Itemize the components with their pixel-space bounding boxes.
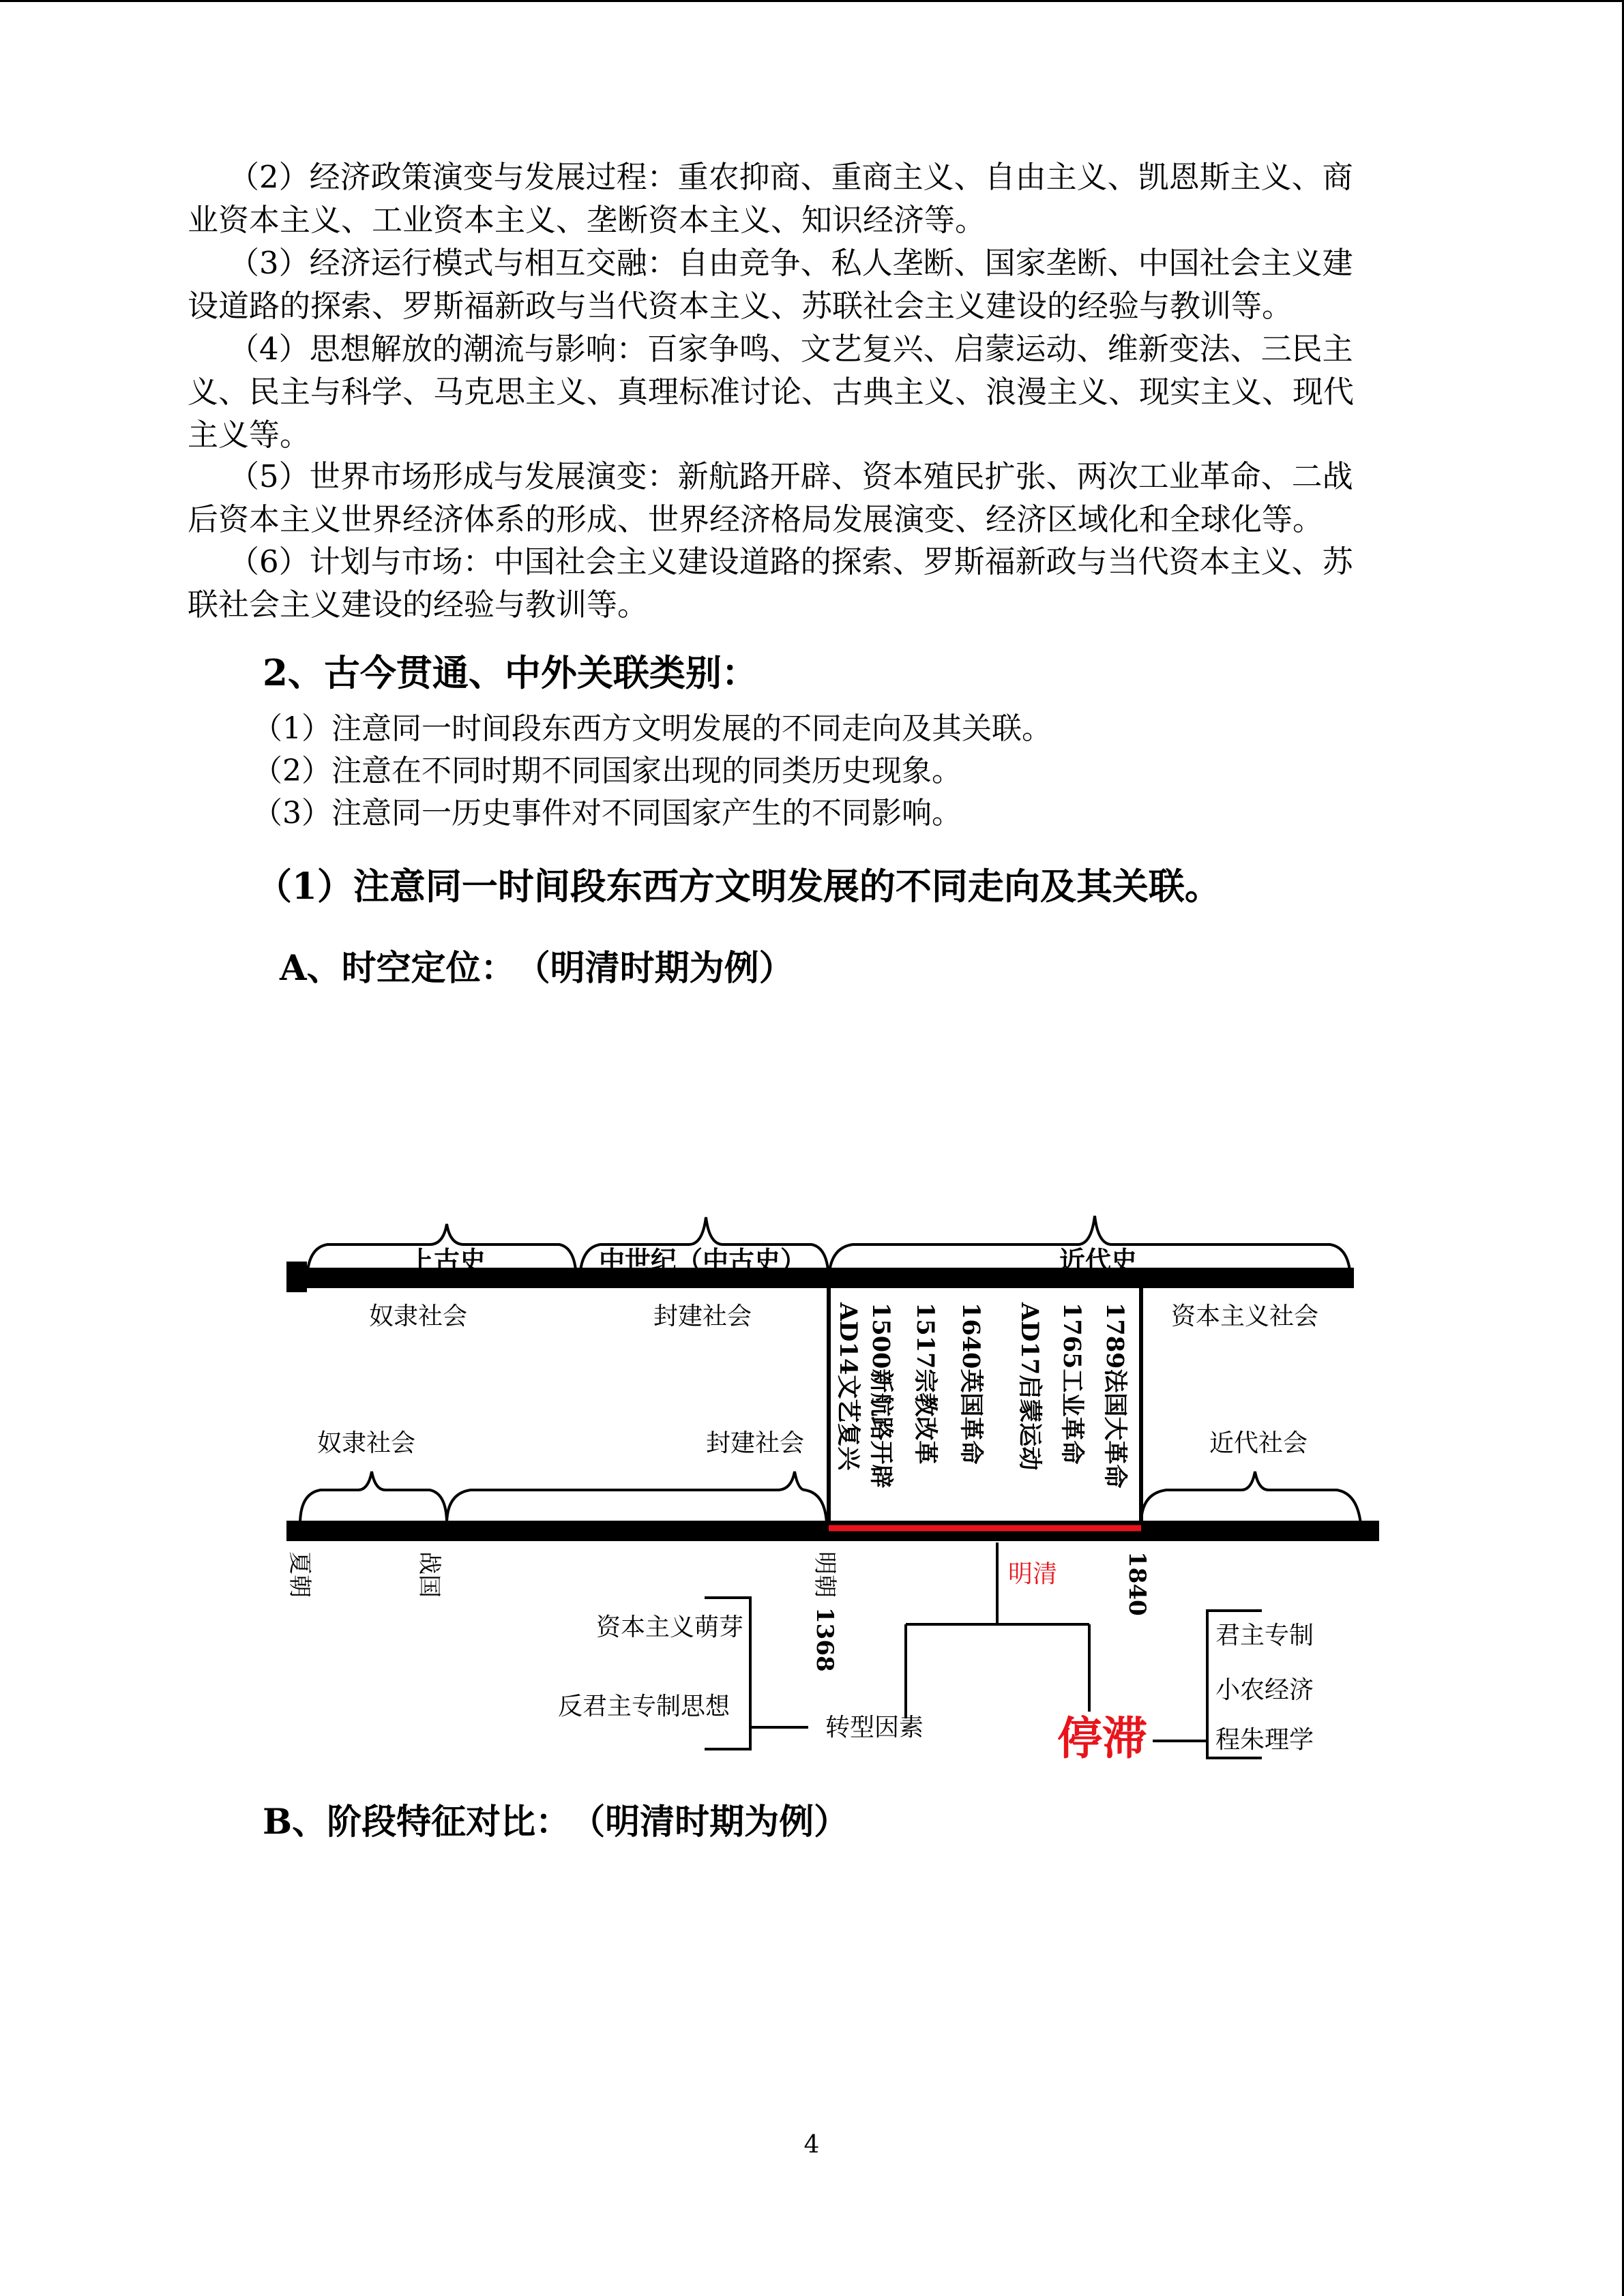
event-french-revolution: 1789法国大革命 <box>1101 1302 1129 1489</box>
section2-item-2: （2）注意在不同时期不同国家出现的同类历史现象。 <box>252 754 962 788</box>
event-reformation: 1517宗教改革 <box>911 1302 939 1465</box>
heading-stage-comparison: B、阶段特征对比： （明清时期为例） <box>263 1802 849 1843</box>
section2-title: 2、古今贯通、中外关联类别： <box>263 652 758 694</box>
paragraph-line: 后资本主义世界经济体系的形成、世界经济格局发展演变、经济区域化和全球化等。 <box>188 501 1324 537</box>
event-industrial-revolution: 1765工业革命 <box>1058 1302 1086 1465</box>
paragraph-line: 联社会主义建设的经验与教训等。 <box>188 586 649 623</box>
west-society-slave: 奴隶社会 <box>368 1302 468 1330</box>
marker-xia: 夏朝 <box>286 1551 313 1598</box>
brace-china-slave <box>300 1472 447 1524</box>
stagnation-autocracy: 君主专制 <box>1215 1622 1314 1650</box>
heading-east-west-development: （1）注意同一时间段东西方文明发展的不同走向及其关联。 <box>256 865 1221 908</box>
china-society-feudal: 封建社会 <box>705 1429 805 1457</box>
era-ancient: 上古史 <box>407 1245 486 1276</box>
ming-qing-label: 明清 <box>1008 1560 1058 1588</box>
marker-1840: 1840 <box>1123 1551 1151 1616</box>
heading-space-time-positioning: A、时空定位： （明清时期为例） <box>280 948 794 989</box>
marker-warring-states: 战国 <box>415 1551 443 1598</box>
paragraph-line: 义、民主与科学、马克思主义、真理标准讨论、古典主义、浪漫主义、现实主义、现代 <box>188 374 1355 410</box>
stagnation-small-peasant: 小农经济 <box>1215 1676 1314 1704</box>
marker-1368: 1368 <box>811 1607 838 1672</box>
paragraph-line: 主义等。 <box>188 417 311 453</box>
transition-anti-autocracy: 反君主专制思想 <box>557 1693 730 1720</box>
china-society-modern: 近代社会 <box>1209 1429 1308 1457</box>
west-society-feudal: 封建社会 <box>653 1302 752 1330</box>
paragraph-line: （3）经济运行模式与相互交融：自由竞争、私人垄断、国家垄断、中国社会主义建 <box>228 245 1353 281</box>
paragraph-line: 设道路的探索、罗斯福新政与当代资本主义、苏联社会主义建设的经验与教训等。 <box>188 288 1293 324</box>
paragraph-line: （6）计划与市场：中国社会主义建设道路的探索、罗斯福新政与当代资本主义、苏 <box>228 543 1353 580</box>
brace-china-feudal <box>447 1472 827 1524</box>
transition-label: 转型因素 <box>825 1714 924 1742</box>
stagnation-label: 停滞 <box>1057 1712 1147 1765</box>
paragraph-line: （4）思想解放的潮流与影响：百家争鸣、文艺复兴、启蒙运动、维新变法、三民主 <box>228 331 1353 367</box>
event-english-revolution: 1640英国革命 <box>957 1302 985 1465</box>
page-number: 4 <box>803 2131 820 2159</box>
section2-item-3: （3）注意同一历史事件对不同国家产生的不同影响。 <box>252 796 962 831</box>
event-renaissance: AD14文艺复兴 <box>834 1302 862 1471</box>
stagnation-neo-confucianism: 程朱理学 <box>1215 1726 1314 1754</box>
brace-china-modern <box>1141 1472 1361 1524</box>
west-timeline-start-cap <box>286 1262 307 1292</box>
paragraph-line: （5）世界市场形成与发展演变：新航路开辟、资本殖民扩张、两次工业革命、二战 <box>228 458 1353 494</box>
paragraph-line: 业资本主义、工业资本主义、垄断资本主义、知识经济等。 <box>188 202 986 238</box>
west-society-capitalist: 资本主义社会 <box>1170 1302 1319 1330</box>
section2-item-1: （1）注意同一时间段东西方文明发展的不同走向及其关联。 <box>252 711 1052 746</box>
era-medieval: 中世纪（中古史） <box>598 1245 807 1276</box>
paragraph-line: （2）经济政策演变与发展过程：重农抑商、重商主义、自由主义、凯恩斯主义、商 <box>228 159 1353 195</box>
transition-capitalism-sprouts: 资本主义萌芽 <box>595 1613 743 1641</box>
event-enlightenment: AD17启蒙运动 <box>1016 1302 1044 1471</box>
event-new-sea-route: 1500新航路开辟 <box>867 1302 895 1489</box>
china-society-slave: 奴隶社会 <box>316 1429 416 1457</box>
era-modern: 近代史 <box>1059 1245 1138 1276</box>
marker-ming: 明朝 <box>811 1551 838 1598</box>
